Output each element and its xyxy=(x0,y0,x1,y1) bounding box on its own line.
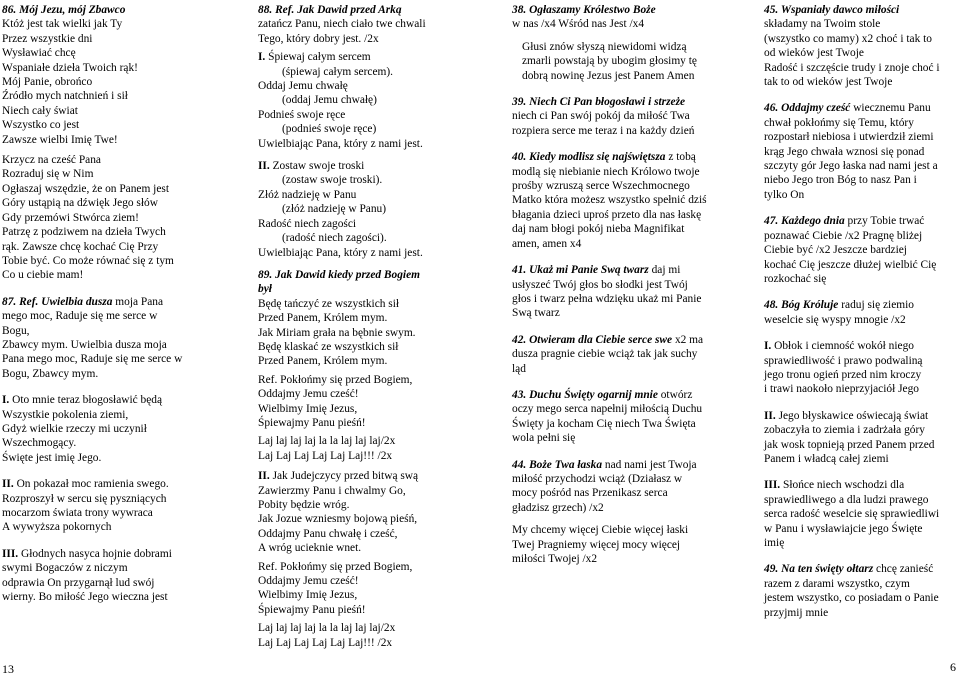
lyric-line: Śpiewaj całym sercem xyxy=(265,51,371,64)
lyric-line: Wielbimy Imię Jezus, xyxy=(258,402,358,415)
lyric-line: jego tronu ogień przed nim kroczy xyxy=(764,368,922,381)
verse-number: I. xyxy=(764,340,772,353)
lyric-line: Pana mego moc, Raduje się me serce w xyxy=(2,353,183,366)
song-title: 47. Każdego dnia xyxy=(764,215,845,228)
song-title: 46. Oddajmy cześć xyxy=(764,102,851,115)
verse-number: II. xyxy=(764,409,776,422)
lyric-line: jak wosk topnieją przed Panem przed xyxy=(764,438,935,451)
lyric-line: niech ci Pan swój pokój da miłość Twa xyxy=(512,110,690,123)
lyric-line: moja Pana xyxy=(112,295,164,308)
lyric-line: Źródło mych natchnień i sił xyxy=(2,90,128,103)
lyric-line: daj nam błogi pokój nieba Magnifikat xyxy=(512,223,685,236)
column-3 xyxy=(512,3,727,578)
column-4 xyxy=(764,3,954,632)
lyric-line: mocy pośród nas Przenikasz serca xyxy=(512,487,668,500)
lyric-line: dusza pragnie ciebie wciąż tak jak suchy xyxy=(512,348,698,361)
lyric-line: Krzycz na cześć Pana xyxy=(2,154,101,167)
song-title: 88. Ref. Jak Dawid przed Arką xyxy=(258,4,402,16)
song-43 xyxy=(512,388,727,446)
song-44 xyxy=(512,458,727,567)
lyric-line: (śpiewaj całym sercem). xyxy=(282,65,394,78)
song-45 xyxy=(764,3,954,89)
lyric-line: Gdyż wielkie rzeczy mi uczynił xyxy=(2,422,147,435)
lyric-line: Wszystko co jest xyxy=(2,119,80,132)
lyric-line: Głusi znów słyszą niewidomi widzą xyxy=(522,40,687,53)
lyric-line: w Panu i wysławiajcie jego Święte xyxy=(764,522,923,535)
page-number-left: 13 xyxy=(2,662,14,676)
song-title: 38. Ogłaszamy Królestwo Boże xyxy=(512,4,656,16)
lyric-line: niebo Jego tron Bóg to nasz Pan i xyxy=(764,174,917,187)
lyric-line: Mój Panie, obrońco xyxy=(2,76,93,89)
lyric-line: Wszystkie pokolenia ziemi, xyxy=(2,408,129,421)
song-title: 41. Ukaż mi Panie Swą twarz xyxy=(512,264,649,277)
song-41 xyxy=(512,263,727,321)
lyric-line: krąg Jego chwała wznosi się ponad xyxy=(764,145,925,158)
lyric-line: (oddaj Jemu chwałę) xyxy=(282,94,377,107)
lyric-line: amen, amen x4 xyxy=(512,237,582,250)
verse-number: I. xyxy=(2,394,10,407)
lyric-line: od wieków jest Twoje xyxy=(764,47,864,60)
verse-1 xyxy=(2,393,192,465)
lyric-line: Tobie być. Co może równać się z tym xyxy=(2,254,174,267)
lyric-line: raduj się ziemio xyxy=(838,299,914,312)
lyric-line: (zostaw swoje troski). xyxy=(282,174,383,187)
song-89 xyxy=(258,268,448,463)
lyric-line: (radość niech zagości). xyxy=(282,232,387,245)
lyric-line: sprawiedliwego a dla ludzi prawego xyxy=(764,493,929,506)
verse-number: I. xyxy=(258,51,266,64)
verse-2 xyxy=(764,409,954,467)
lyric-line: prośby wzruszą serce Wszechmocnego xyxy=(512,180,690,193)
song-title: 49. Na ten święty ołtarz xyxy=(764,563,874,576)
lyric-line: miłości Twojej /x2 xyxy=(512,553,598,565)
song-88 xyxy=(258,3,448,46)
lyric-line: Zostaw swoje troski xyxy=(269,160,365,173)
lyric-line: składamy na Twoim stole xyxy=(764,18,881,31)
lyric-line: Ref. Pokłońmy się przed Bogiem, xyxy=(258,373,413,386)
lyric-line: Głodnych nasyca hojnie dobrami xyxy=(18,547,172,560)
song-48 xyxy=(764,298,954,327)
song-49 xyxy=(764,562,954,620)
song-86 xyxy=(2,3,192,283)
lyric-line: Święte jest imię Jego. xyxy=(2,451,102,464)
verse-3 xyxy=(764,478,954,550)
lyric-line: zatańcz Panu, niech ciało twe chwali xyxy=(258,18,426,31)
lyric-line: Wspaniałe dzieła Twoich rąk! xyxy=(2,61,138,74)
song-42 xyxy=(512,333,727,376)
lyric-line: Jak Judejczycy przed bitwą swą xyxy=(269,470,419,483)
lyric-line: miłość przychodzi wciąż (Działasz w xyxy=(512,472,683,485)
verse-number: III. xyxy=(764,479,781,492)
lyric-line: rozpostarł niebiosa i utwierdził ziemi xyxy=(764,131,934,144)
lyric-line: Będę klaskać ze wszystkich sił xyxy=(258,340,399,353)
lyric-line: Złóż nadzieję w Panu xyxy=(258,188,357,201)
lyric-line: Będę tańczyć ze wszystkich sił xyxy=(258,297,400,310)
lyric-line: tak to od wieków jest Twoje xyxy=(764,76,893,89)
lyric-line: chwał pokłońmy się Temu, który xyxy=(764,116,914,129)
lyric-line: razem z darami wszystko, czym xyxy=(764,577,910,590)
song-title: 86. Mój Jezu, mój Zbawco xyxy=(2,4,126,16)
song-40 xyxy=(512,150,727,251)
verse-number: II. xyxy=(258,160,270,173)
lyric-line: Rozproszył w sercu się pyszniących xyxy=(2,492,167,505)
lyric-line: w nas /x4 Wśród nas Jest /x4 xyxy=(512,18,645,31)
lyric-line: A wywyższa pokornych xyxy=(2,521,112,534)
lyric-line: Jak Jozue wzniesmy bojową pieśń, xyxy=(258,513,418,526)
lyric-line: Wysławiać chcę xyxy=(2,47,76,60)
lyric-line: szczyty gór Jego łaska nad nami jest a xyxy=(764,160,938,173)
lyric-line: Oddajmy Jemu cześć! xyxy=(258,575,359,588)
lyric-line: Radość i szczęście trudy i znoje choć i xyxy=(764,61,940,74)
lyric-line: Panem i władcą całej ziemi xyxy=(764,452,889,465)
verse-2 xyxy=(2,477,192,535)
song-title: 40. Kiedy modlisz się najświętsza xyxy=(512,151,666,164)
lyric-line: Co u ciebie mam! xyxy=(2,269,84,282)
lyric-line: mocarzom świata trony wywraca xyxy=(2,507,153,519)
lyric-line: My chcemy więcej Ciebie więcej łaski xyxy=(512,524,689,537)
lyric-line: Oto mnie teraz błogosławić będą xyxy=(9,394,163,407)
lyric-line: Uwielbiając Pana, który z nami jest. xyxy=(258,137,423,150)
lyric-line: przy Tobie trwać xyxy=(844,215,925,228)
lyric-line: rozpiera serce me teraz i na każdy dzień xyxy=(512,124,695,137)
lyric-line: Ogłaszaj wszędzie, że on Panem jest xyxy=(2,182,169,195)
lyric-line xyxy=(512,515,727,523)
lyric-line: Laj laj laj laj la la laj laj laj/2x xyxy=(258,435,396,448)
lyric-line: (wszystko co mamy) x2 choć i tak to xyxy=(764,32,932,45)
song-title: 89. Jak Dawid kiedy przed Bogiem xyxy=(258,268,420,281)
lyric-line: Uwielbiając Pana, który z nami jest. xyxy=(258,246,423,259)
song-47 xyxy=(764,214,954,286)
song-title: 39. Niech Ci Pan błogosławi i strzeże xyxy=(512,96,686,109)
lyric-line: przyjmij mnie xyxy=(764,606,829,619)
lyric-line: mego moc, Raduje się me serce w xyxy=(2,310,158,323)
verse-number: II. xyxy=(2,478,14,491)
song-title: 87. Ref. Uwielbia dusza xyxy=(2,295,113,308)
lyric-line: wiecznemu Panu xyxy=(850,102,931,115)
lyric-line: Pobity będzie wróg. xyxy=(258,499,350,511)
lyric-line: Bogu, xyxy=(2,324,30,337)
lyric-line: Swą twarz xyxy=(512,307,560,320)
lyric-line: Niech cały świat xyxy=(2,104,78,117)
lyric-line: Ciebie być /x2 Jeszcze bardziej xyxy=(764,244,907,257)
song-title: 43. Duchu Święty ogarnij mnie xyxy=(512,388,658,401)
lyric-line: serca radość weselcie się sprawiedliwi xyxy=(764,508,940,521)
lyric-line: Oddajmy Jemu cześć! xyxy=(258,388,359,401)
lyric-line: dobrą nowinę Jezus jest Panem Amen xyxy=(522,69,695,82)
song-title: 45. Wspaniały dawco miłości xyxy=(764,4,900,16)
lyric-line: tylko On xyxy=(764,188,805,201)
lyric-line: Matko która możesz wszystko spełnić dziś xyxy=(512,194,707,207)
lyric-line: kochać Cię jeszcze dłużej wielbić Cię xyxy=(764,258,937,271)
lyric-line: chcę zanieść xyxy=(873,563,934,576)
lyric-line: Bogu, Zbawcy mym. xyxy=(2,367,99,380)
column-2 xyxy=(258,3,448,662)
lyric-line: Zbawcy mym. Uwielbia dusza moja xyxy=(2,338,167,351)
verse-number: III. xyxy=(2,547,19,560)
lyric-line: Twej Pragniemy więcej mocy więcej xyxy=(512,538,681,551)
lyric-line: (podnieś swoje ręce) xyxy=(282,123,377,136)
lyric-line: sprawiedliwość i prawo podwaliną xyxy=(764,354,923,367)
lyric-line: Laj Laj Laj Laj Laj Laj!!! /2x xyxy=(258,636,393,649)
verse-2 xyxy=(258,469,448,650)
lyric-line: rąk. Zawsze chcę kochać Cię Przy xyxy=(2,240,159,253)
lyric-line: rozkochać się xyxy=(764,272,827,285)
lyric-line: Któż jest tak wielki jak Ty xyxy=(2,18,123,31)
lyric-line: wierny. Bo miłość Jego wieczna jest xyxy=(2,591,168,604)
lyric-line: Słońce niech wschodzi dla xyxy=(780,479,905,492)
lyric-line: Laj Laj Laj Laj Laj Laj!!! /2x xyxy=(258,449,393,462)
lyric-line xyxy=(512,32,727,40)
lyric-line: odprawia On przygarnął lud swój xyxy=(2,576,155,589)
lyric-line: Zawierzmy Panu i chwalmy Go, xyxy=(258,484,406,497)
lyric-line: Oddaj Jemu chwałę xyxy=(258,80,348,93)
lyric-line: Laj laj laj laj la la laj laj laj/2x xyxy=(258,622,396,635)
song-title: 48. Bóg Króluje xyxy=(764,299,839,312)
song-39 xyxy=(512,95,727,138)
lyric-line: modlą się niebianie niech Królowo twoje xyxy=(512,165,700,178)
lyric-line: ląd xyxy=(512,362,526,375)
lyric-line: głos i twarz pełna wdzięku ukaż mi Panie xyxy=(512,292,702,305)
lyric-line: Oddajmy Panu chwałę i cześć, xyxy=(258,527,398,540)
lyric-line: weselcie się wyspy mnogie /x2 xyxy=(764,313,906,326)
lyric-line: z tobą xyxy=(665,151,696,164)
lyric-line: Jak Miriam grała na bębnie swym. xyxy=(258,326,416,339)
lyric-line: nad nami jest Twoja xyxy=(602,458,697,471)
lyric-line: poznawać Ciebie /x2 Pragnę bliżej xyxy=(764,229,923,242)
lyric-line: On pokazał moc ramienia swego. xyxy=(13,478,169,491)
lyric-line: Gdy przemówi Stwórca ziem! xyxy=(2,211,139,224)
lyric-line: Wszechmogący. xyxy=(2,437,77,450)
lyric-line: Wielbimy Imię Jezus, xyxy=(258,589,358,602)
verse-1 xyxy=(258,50,448,151)
lyric-line: zmarli powstają by ubogim głosimy tę xyxy=(522,55,697,68)
verse-2 xyxy=(258,159,448,260)
lyric-line: usłyszeć Twój głos bo słodki jest Twój xyxy=(512,278,688,291)
verse-1 xyxy=(764,339,954,397)
lyric-line: Rozraduj się w Nim xyxy=(2,168,94,181)
lyric-line: Zawsze wielbi Imię Twe! xyxy=(2,133,118,146)
lyric-line: Obłok i ciemność wokół niego xyxy=(771,340,914,353)
lyric-line: Tego, który dobry jest. /2x xyxy=(258,32,379,45)
song-title: 44. Boże Twa łaska xyxy=(512,458,603,471)
lyric-line: Ref. Pokłońmy się przed Bogiem, xyxy=(258,560,413,573)
lyric-line: swymi Bogaczów z niczym xyxy=(2,562,128,575)
lyric-line: i trawi naokoło nieprzyjaciół Jego xyxy=(764,383,919,396)
verse-3 xyxy=(2,547,192,605)
lyric-line: Święty ja kocham Cię niech Twa Święta xyxy=(512,417,696,430)
lyric-line: daj mi xyxy=(648,264,681,277)
song-38 xyxy=(512,3,727,83)
lyric-line: Patrzę z podziwem na dzieła Twych xyxy=(2,226,166,239)
lyric-line: Przez wszystkie dni xyxy=(2,32,93,45)
lyric-line: Śpiewajmy Panu pieśń! xyxy=(258,416,366,429)
song-title: 42. Otwieram dla Ciebie serce swe xyxy=(512,333,673,346)
lyric-line: x2 ma xyxy=(672,333,704,346)
lyric-line: Przed Panem, Królem mym. xyxy=(258,355,388,368)
lyric-line: (złóż nadzieję w Panu) xyxy=(282,203,387,216)
lyric-line: gładzisz grzech) /x2 xyxy=(512,501,604,514)
lyric-line: Śpiewajmy Panu pieśń! xyxy=(258,603,366,616)
song-87 xyxy=(2,295,192,381)
lyric-line: Przed Panem, Królem mym. xyxy=(258,312,388,325)
lyric-line: otwórz xyxy=(657,388,693,401)
lyric-line: Jego błyskawice oświecają świat xyxy=(775,409,929,422)
lyric-line: Radość niech zagości xyxy=(258,217,357,230)
column-1 xyxy=(2,3,192,616)
lyric-line: oczy mego serca napełnij miłością Duchu xyxy=(512,403,703,416)
lyric-line: A wróg ucieknie wnet. xyxy=(258,542,362,555)
song-46 xyxy=(764,101,954,202)
song-title-continued: był xyxy=(258,283,272,296)
page-number-right: 6 xyxy=(950,660,956,674)
verse-number: II. xyxy=(258,470,270,483)
lyric-line: imię xyxy=(764,537,785,549)
lyric-line: jestem wszystko, co posiadam o Panie xyxy=(764,592,939,605)
lyric-line: wola pełni się xyxy=(512,432,576,445)
lyric-line: Podnieś swoje ręce xyxy=(258,108,346,121)
lyric-line: Góry ustąpią na dźwięk Jego słów xyxy=(2,197,158,210)
lyric-line: błagania dzieci uproś przeto dla nas łaskę xyxy=(512,208,702,221)
lyric-line: zobaczyła to ziemia i zadrżała góry xyxy=(764,424,925,437)
